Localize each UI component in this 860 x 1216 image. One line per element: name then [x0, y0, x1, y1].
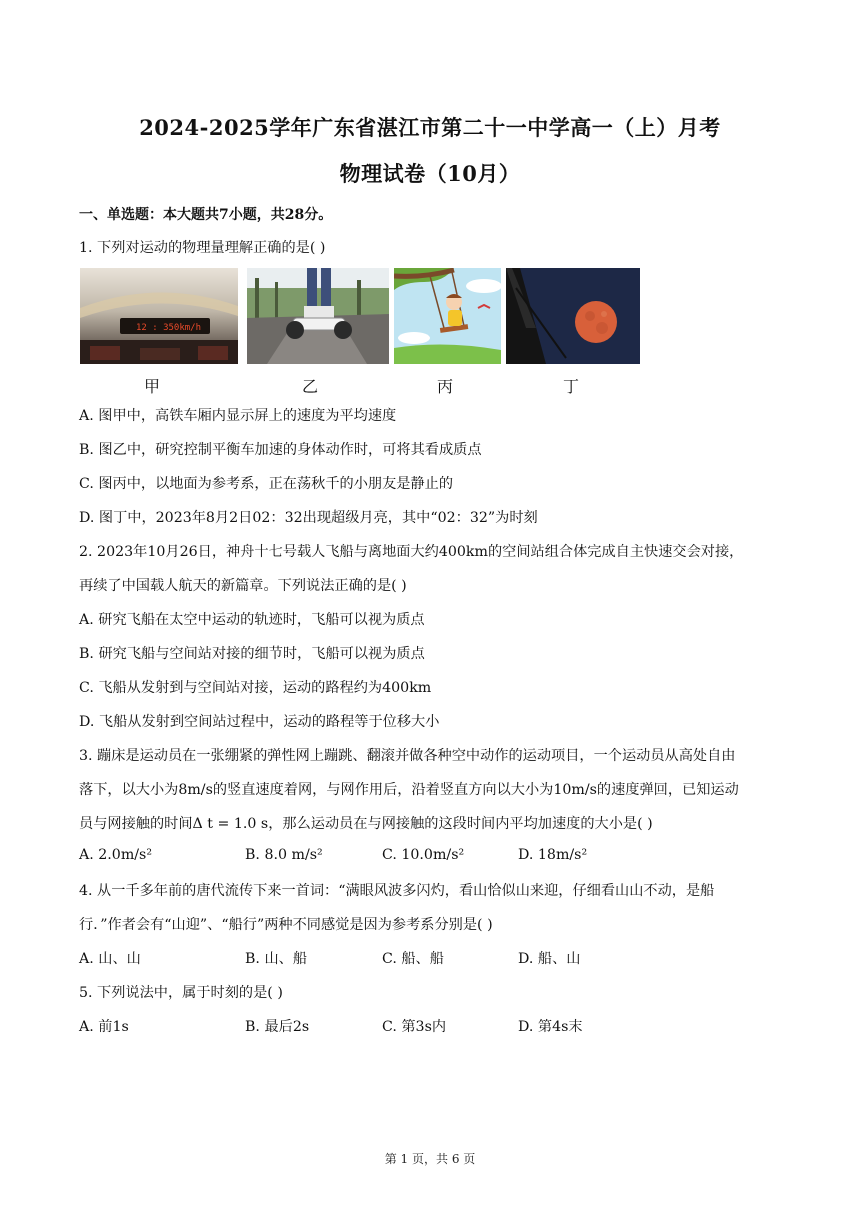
q2-option-c: C. 飞船从发射到与空间站对接，运动的路程约为400km	[79, 680, 432, 696]
q2-option-a: A. 研究飞船在太空中运动的轨迹时，飞船可以视为质点	[79, 612, 425, 628]
q4-stem-line2: 行．”作者会有“山迎”、“船行”两种不同感觉是因为参考系分别是( )	[79, 917, 493, 933]
exam-title-line1: 2024-2025学年广东省湛江市第二十一中学高一（上）月考	[139, 115, 721, 140]
q2-option-b: B. 研究飞船与空间站对接的细节时，飞船可以视为质点	[79, 646, 425, 662]
section-heading: 一、单选题：本大题共7小题，共28分。	[79, 207, 333, 223]
q5-option-d: D. 第4s末	[518, 1019, 583, 1035]
q2-stem-line2: 再续了中国载人航天的新篇章。下列说法正确的是( )	[79, 578, 407, 594]
q1-option-d: D. 图丁中，2023年8月2日02：32出现超级月亮，其中“02：32”为时刻	[79, 510, 538, 526]
q1-option-b: B. 图乙中，研究控制平衡车加速的身体动作时，可将其看成质点	[79, 442, 482, 458]
exam-title-line2: 物理试卷（10月）	[339, 161, 521, 186]
page-footer: 第 1 页，共 6 页	[384, 1152, 476, 1166]
q1-option-a: A. 图甲中，高铁车厢内显示屏上的速度为平均速度	[79, 408, 397, 424]
q2-stem-line1: 2. 2023年10月26日，神舟十七号载人飞船与离地面大约400km的空间站组合体完成自主快速交会对接，	[79, 544, 744, 560]
train-speed-display: 12 : 350km/h	[136, 323, 202, 333]
q4-option-d: D. 船、山	[518, 951, 581, 967]
q4-stem-line1: 4. 从一千多年前的唐代流传下来一首词：“满眼风波多闪灼，看山恰似山来迎，仔细看山山不动，是船	[79, 883, 715, 899]
figure-caption-jia: 甲	[143, 377, 160, 396]
figure-jia-train-display	[80, 268, 238, 364]
q5-option-c: C. 第3s内	[382, 1019, 447, 1035]
q3-option-a: A. 2.0m/s²	[79, 847, 153, 863]
figure-caption-ding: 丁	[562, 377, 579, 396]
figure-ding-super-moon	[506, 268, 640, 364]
q3-option-d: D. 18m/s²	[518, 847, 588, 863]
q5-stem: 5. 下列说法中，属于时刻的是( )	[79, 985, 283, 1001]
q2-option-d: D. 飞船从发射到空间站过程中，运动的路程等于位移大小	[79, 714, 440, 730]
q4-option-b: B. 山、船	[245, 951, 308, 967]
q4-option-c: C. 船、船	[382, 951, 444, 967]
q4-option-a: A. 山、山	[79, 951, 141, 967]
figure-yi-balance-scooter	[247, 268, 389, 364]
figure-bing-swing	[394, 268, 501, 364]
q5-option-b: B. 最后2s	[245, 1019, 310, 1035]
q3-stem-line3: 员与网接触的时间Δ t = 1.0 s，那么运动员在与网接触的这段时间内平均加速度的大小是( )	[79, 816, 653, 832]
q3-option-b: B. 8.0 m/s²	[245, 847, 323, 863]
q3-stem-line1: 3. 蹦床是运动员在一张绷紧的弹性网上蹦跳、翻滚并做各种空中动作的运动项目，一个运动员从高处自由	[79, 748, 736, 764]
q1-stem: 1. 下列对运动的物理量理解正确的是( )	[79, 240, 326, 256]
q3-option-c: C. 10.0m/s²	[382, 847, 465, 863]
q5-option-a: A. 前1s	[79, 1019, 129, 1035]
q3-stem-line2: 落下，以大小为8m/s的竖直速度着网，与网作用后，沿着竖直方向以大小为10m/s的速度弹回，已知运动	[79, 782, 739, 798]
q1-option-c: C. 图丙中，以地面为参考系，正在荡秋千的小朋友是静止的	[79, 476, 454, 492]
figure-caption-yi: 乙	[301, 377, 318, 396]
figure-caption-bing: 丙	[436, 377, 453, 396]
